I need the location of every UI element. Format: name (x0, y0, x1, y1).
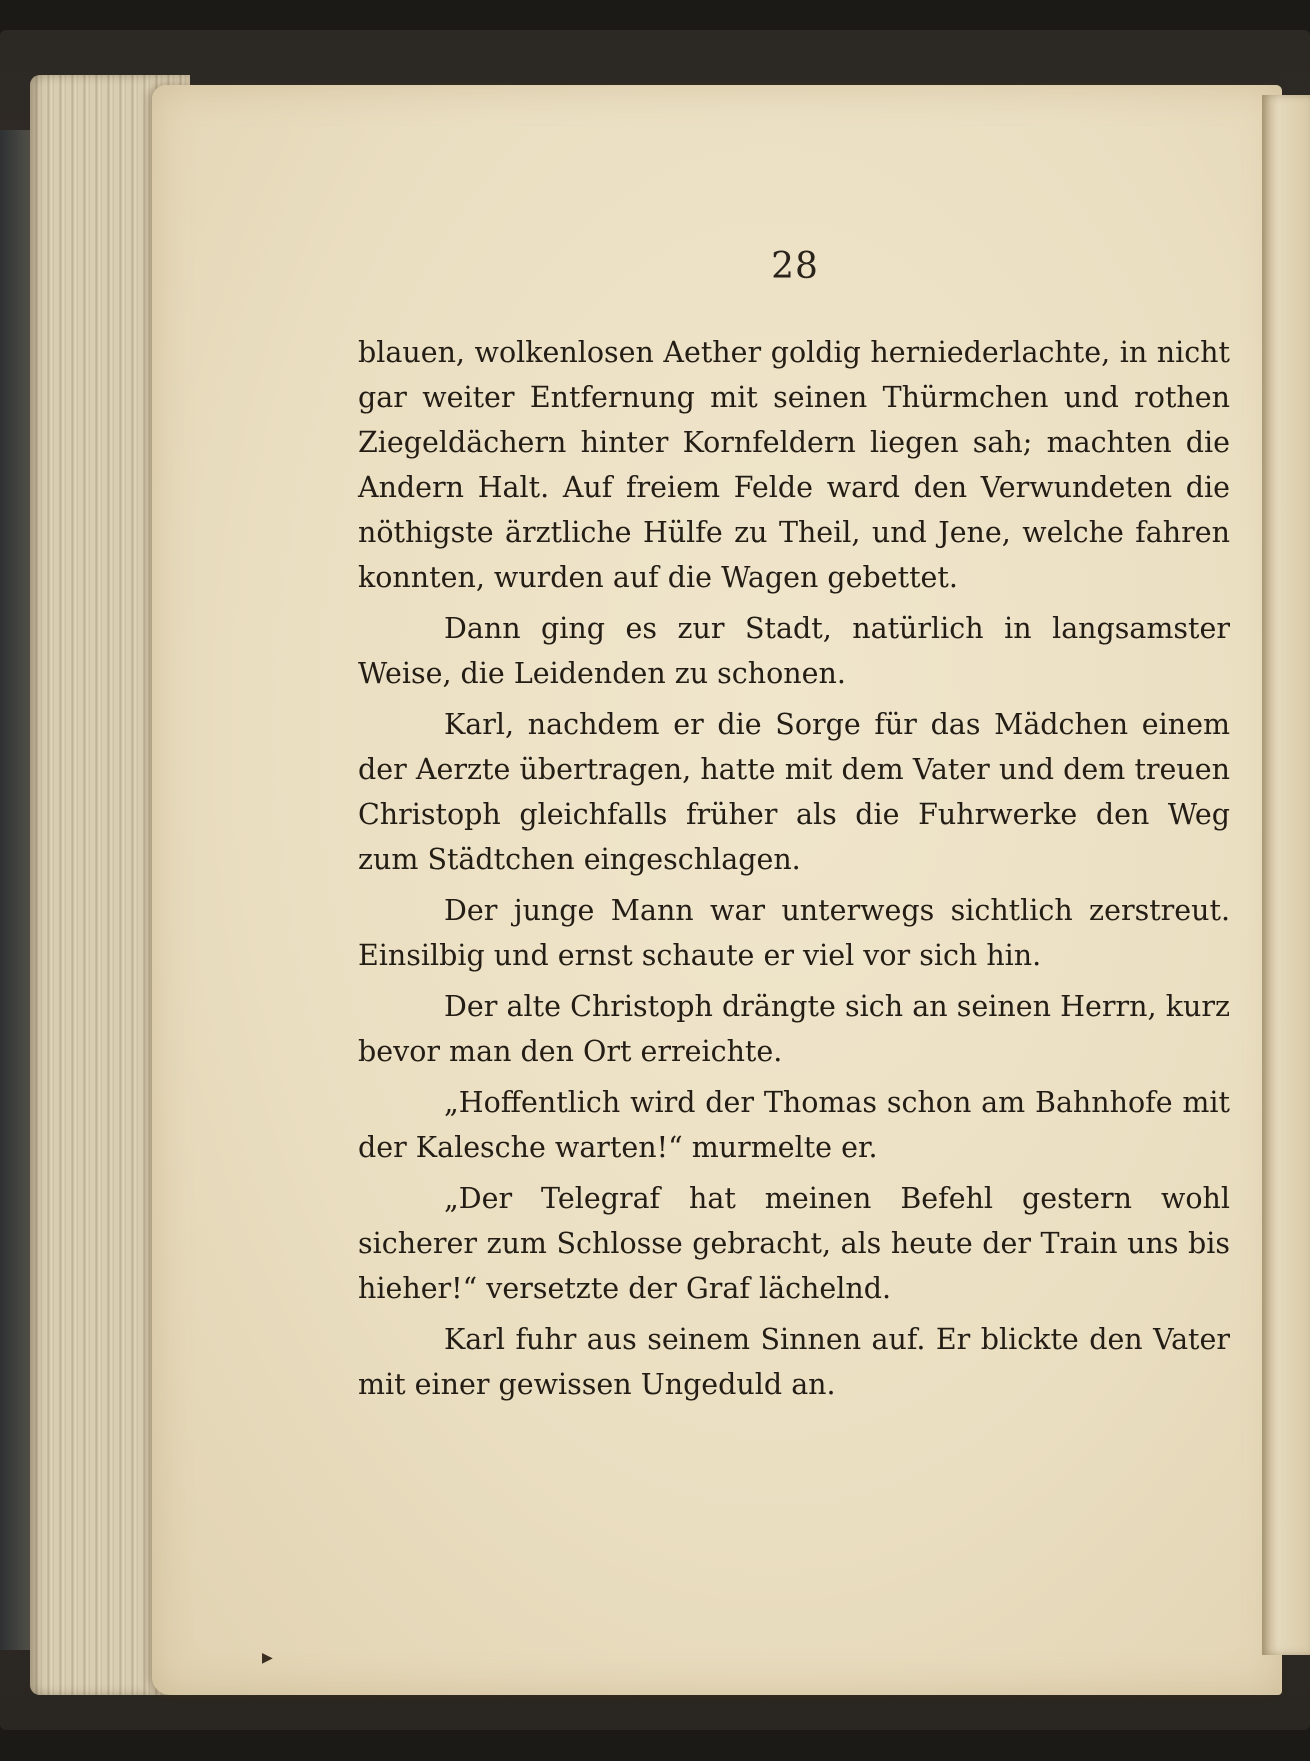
paragraph: blauen, wolkenlosen Aether goldig herniederlachte, in nicht gar weiter Entfernung mit seinen Thürmchen und rothen Ziegeldächern hinter Kornfeldern liegen sah; machten die Andern Halt. Auf freiem Felde ward den Verwundeten die nöthigste ärztliche Hülfe zu Theil, und Jene, welche fahren konnten, wurden auf die Wagen gebettet. (358, 336, 1230, 594)
paragraph: Dann ging es zur Stadt, natürlich in langsamster Weise, die Leidenden zu schonen. (358, 612, 1230, 690)
paragraph: Karl, nachdem er die Sorge für das Mädchen einem der Aerzte übertragen, hatte mit dem Vater und dem treuen Christoph gleichfalls früher als die Fuhrwerke den Weg zum Städtchen eingeschlagen. (358, 708, 1230, 876)
paragraph: Karl fuhr aus seinem Sinnen auf. Er blickte den Vater mit einer gewissen Ungeduld an. (358, 1323, 1230, 1401)
paragraph: Der junge Mann war unterwegs sichtlich zerstreut. Einsilbig und ernst schaute er viel vor sich hin. (358, 894, 1230, 972)
paragraph: „Hoffentlich wird der Thomas schon am Bahnhofe mit der Kalesche warten!“ murmelte er. (358, 1086, 1230, 1164)
triangle-mark-icon: ▶ (262, 1650, 273, 1666)
paragraph: „Der Telegraf hat meinen Befehl gestern wohl sicherer zum Schlosse gebracht, als heute der Train uns bis hieher!“ versetzte der Graf lächelnd. (358, 1182, 1230, 1305)
page-gutter (1262, 95, 1310, 1655)
body-text (358, 330, 1230, 1413)
page-number: 28 (771, 246, 819, 287)
paragraph: Der alte Christoph drängte sich an seinen Herrn, kurz bevor man den Ort erreichte. (358, 990, 1230, 1068)
